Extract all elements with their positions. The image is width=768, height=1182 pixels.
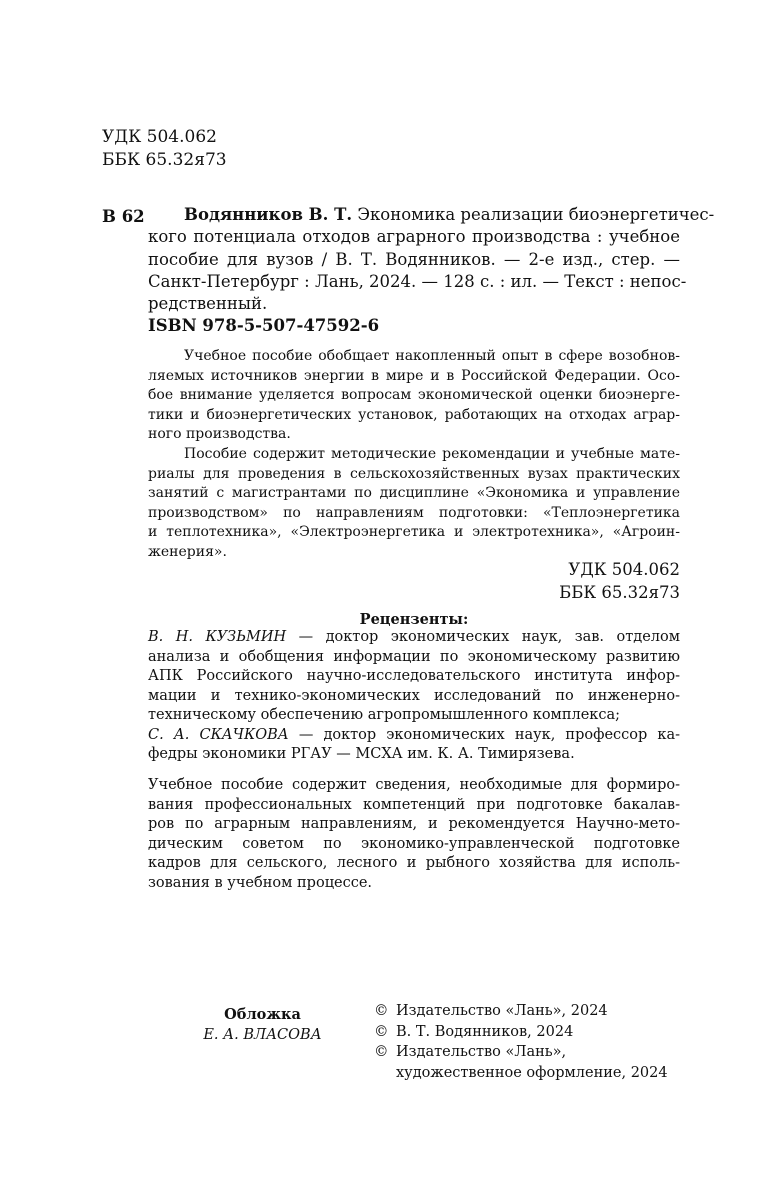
copyright-icon: © xyxy=(374,1003,389,1019)
annotation-line: Учебное пособие обобщает накопленный опыт в сфере возобнов- xyxy=(184,348,680,364)
recommendation-line: вания профессиональных компетенций при подготовке бакалав- xyxy=(148,796,680,813)
copyright-line: художественное оформление, 2024 xyxy=(396,1064,668,1081)
annotation-line: ного производства. xyxy=(148,426,291,443)
annotation-line: риалы для проведения в сельскохозяйственных вузах практических xyxy=(148,465,680,482)
bib-line: Водянников В. Т. Экономика реализации биоэнергетичес- xyxy=(184,205,715,224)
reviewer-line: В. Н. КУЗЬМИН — доктор экономических наук, зав. отделом xyxy=(148,629,680,645)
recommendation-line: Учебное пособие содержит сведения, необходимые для формиро- xyxy=(148,777,680,793)
bbk-code: ББК 65.32я73 xyxy=(102,150,227,170)
reviewer-line: С. А. СКАЧКОВА — доктор экономических наук, профессор ка- xyxy=(148,726,680,743)
author-mark: В 62 xyxy=(102,207,145,226)
isbn: ISBN 978-5-507-47592-6 xyxy=(148,316,380,335)
reviewer-name: С. А. СКАЧКОВА xyxy=(148,726,289,743)
bib-line: пособие для вузов / В. Т. Водянников. — 2-е изд., стер. — xyxy=(148,249,680,269)
annotation-line: женерия». xyxy=(148,543,227,560)
recommendation xyxy=(148,776,680,893)
annotation-line: ляемых источников энергии в мире и в Российской Федерации. Осо- xyxy=(148,367,680,384)
copyright-icon: © xyxy=(374,1023,389,1040)
reviewer-line: анализа и обобщения информации по экономическому развитию xyxy=(148,648,680,665)
cover-designer: Е. А. ВЛАСОВА xyxy=(203,1027,322,1043)
annotation-line: занятий с магистрантами по дисциплине «Экономика и управление xyxy=(148,485,680,502)
bibliographic-record xyxy=(148,204,715,315)
reviewer-line: мации и технико-экономических исследований по инженерно- xyxy=(148,687,680,704)
reviewers-title: Рецензенты: xyxy=(359,611,469,628)
bib-author: Водянников В. Т. xyxy=(184,205,353,224)
annotation-line: бое внимание уделяется вопросам экономической оценки биоэнерге- xyxy=(148,387,680,404)
annotation-line: и теплотехника», «Электроэнергетика и электротехника», «Агроин- xyxy=(148,524,680,541)
recommendation-line: дическим советом по экономико-управленческой подготовке xyxy=(148,835,680,852)
recommendation-line: кадров для сельского, лесного и рыбного хозяйства для исполь- xyxy=(148,855,680,871)
annotation-line: производством» по направлениям подготовки: «Теплоэнергетика xyxy=(148,504,680,521)
copyright-block xyxy=(374,1001,684,1083)
copyright-line: © В. Т. Водянников, 2024 xyxy=(374,1022,684,1043)
annotation-line: Пособие содержит методические рекомендации и учебные мате- xyxy=(184,445,680,462)
copyright-line: © Издательство «Лань», 2024 xyxy=(374,1001,684,1022)
copyright-line: © Издательство «Лань», xyxy=(374,1042,684,1063)
recommendation-line: ров по аграрным направлениям, и рекомендуется Научно-мето- xyxy=(148,816,680,832)
cover-label: Обложка xyxy=(224,1006,301,1023)
bib-line: редственный. xyxy=(148,294,268,314)
classification-bottom xyxy=(559,558,680,604)
udk-code: УДК 504.062 xyxy=(102,127,217,147)
bib-line: кого потенциала отходов аграрного производства : учебное xyxy=(148,227,680,247)
annotation xyxy=(148,347,680,563)
copyright-icon: © xyxy=(374,1044,389,1060)
reviewer-line: федры экономики РГАУ — МСХА им. К. А. Тимирязева. xyxy=(148,746,575,762)
udk-code: УДК 504.062 xyxy=(568,560,680,579)
annotation-line: тики и биоэнергетических установок, работающих на отходах аграр- xyxy=(148,406,680,423)
reviewers-list xyxy=(148,628,680,765)
cover-credit xyxy=(150,1004,375,1046)
reviewer-name: В. Н. КУЗЬМИН xyxy=(148,629,287,645)
classification-top xyxy=(102,126,227,172)
reviewer-line: АПК Российского научно-исследовательского института инфор- xyxy=(148,668,680,684)
bib-line: Санкт-Петербург : Лань, 2024. — 128 с. : ил. — Текст : непос- xyxy=(148,271,687,291)
reviewer-line: техническому обеспечению агропромышленного комплекса; xyxy=(148,707,621,723)
bbk-code: ББК 65.32я73 xyxy=(559,583,680,602)
recommendation-line: зования в учебном процессе. xyxy=(148,874,373,891)
